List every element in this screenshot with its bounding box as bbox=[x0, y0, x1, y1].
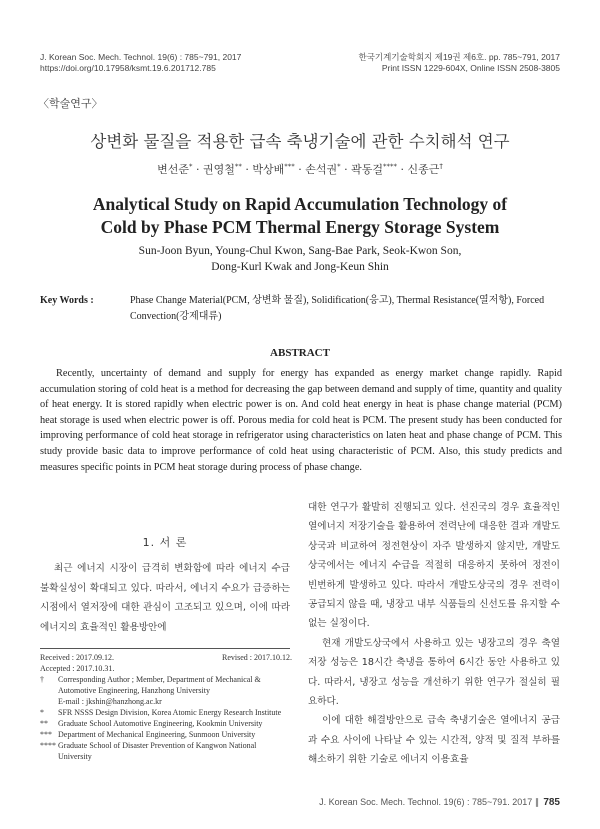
footnote-item bbox=[40, 674, 292, 696]
footer-citation: J. Korean Soc. Mech. Technol. 19(6) : 785~791. 2017 ∥ bbox=[319, 797, 540, 807]
author-separator: · bbox=[241, 163, 253, 176]
author-affiliation-mark: † bbox=[439, 162, 443, 171]
right-column bbox=[308, 498, 560, 770]
author-affiliation-mark: ** bbox=[234, 162, 242, 171]
footnote-dates bbox=[40, 652, 292, 663]
footnotes bbox=[40, 652, 292, 762]
body-paragraph: 이에 대한 해결방안으로 급속 축냉기술은 열에너지 공급과 수요 사이에 나타날 수 있는 시간적, 양적 및 질적 부하를 해소하기 위한 기술로 에너지 이용효율 bbox=[308, 715, 560, 766]
revised-date: Revised : 2017.10.12. bbox=[222, 653, 292, 662]
footnote-divider bbox=[40, 648, 290, 649]
accepted-date: Accepted : 2017.10.31. bbox=[40, 664, 115, 673]
korean-author-name: 곽동걸 bbox=[351, 163, 384, 176]
header-left bbox=[40, 52, 241, 74]
footnote-item bbox=[40, 718, 292, 729]
footnote-list bbox=[40, 674, 292, 762]
korean-author-name: 손석권 bbox=[305, 163, 338, 176]
korean-author-name: 박상배 bbox=[252, 163, 285, 176]
english-title bbox=[40, 193, 560, 239]
author-affiliation-mark: **** bbox=[383, 162, 398, 171]
english-title-line-1: Analytical Study on Rapid Accumulation Technology of bbox=[92, 194, 508, 214]
author-affiliation-mark: * bbox=[337, 162, 341, 171]
english-authors-line-1: Sun-Joon Byun, Young-Chul Kwon, Sang-Bae Park, Seok-Kwon Son, bbox=[138, 245, 462, 257]
abstract-heading: ABSTRACT bbox=[270, 347, 330, 359]
english-title-line-2: Cold by Phase PCM Thermal Energy Storage System bbox=[100, 217, 500, 237]
left-column bbox=[40, 533, 290, 637]
korean-author-name: 변선준 bbox=[157, 163, 189, 176]
abstract-body: Recently, uncertainty of demand and supply for energy has expanded as energy market change rapidly. Rapid accumulation storing of cold heat is a method for decreasing the gap between demand and supply of time, quantity and quality of heat energy. It is stored rapidly when electric power is on. And cold heat energy in heat is phase change material (PCM) heat storage is used when electric power is off. Porous media for cold heat is PCM. The present study has been conducted for improving performance of cold heat storage in refrigerator using characteristics on laten heat and phase change of PCM. This study provide basic data to improve performance of cold heat using characteristic of PCM. Also, this study predicts and measures specific points in PCM heat storage during process of phase change. bbox=[40, 368, 562, 473]
body-paragraph: 대한 연구가 활발히 진행되고 있다. 선진국의 경우 효율적인 열에너지 저장기술을 활용하여 전력난에 대응한 결과 개발도상국과 비교하여 정전현상이 자주 발생하지 않지만, 개발도상국에서는 에너지 수급을 적절히 대응하지 못하여 정전이 빈번하게 발생하고 있다. 따라서 개발도상국의 경우 전력이 공급되지 않을 때, 냉장고 내부 식품들의 신선도를 유지할 수 없는 실정이다. bbox=[308, 502, 560, 630]
footnote-mark: † bbox=[40, 675, 44, 684]
author-separator: · bbox=[397, 163, 408, 176]
page-number: 785 bbox=[543, 797, 560, 808]
korean-author-name: 신종근 bbox=[407, 163, 440, 176]
footnote-mark: *** bbox=[40, 730, 52, 739]
keywords bbox=[40, 293, 560, 325]
author-affiliation-mark: *** bbox=[284, 162, 295, 171]
footnote-text: Corresponding Author ; Member, Department of Mechanical & Automotive Engineering, Hanzhong University bbox=[58, 675, 261, 695]
author-affiliation-mark: * bbox=[188, 162, 193, 171]
author-separator: · bbox=[192, 163, 203, 176]
korean-authors bbox=[0, 161, 600, 177]
footnote-item bbox=[40, 707, 292, 718]
footnote-mark bbox=[40, 696, 58, 707]
article-category: 〈학술연구〉 bbox=[38, 97, 103, 110]
author-separator: · bbox=[340, 163, 352, 176]
keywords-label: Key Words : bbox=[40, 295, 94, 306]
page-footer bbox=[319, 797, 560, 808]
header-right bbox=[358, 52, 560, 74]
footnote-mark: * bbox=[40, 708, 44, 717]
body-paragraph: 최근 에너지 시장이 급격히 변화함에 따라 에너지 수급 불확실성이 확대되고 있다. 따라서, 에너지 수요가 급증하는 시점에서 열저장에 대한 관심이 고조되고 있으며, 이에 따라 에너지의 효율적인 활용방안에 bbox=[40, 563, 290, 633]
footnote-text: Graduate School of Disaster Prevention of Kangwon National University bbox=[58, 741, 257, 761]
english-authors-line-2: Dong-Kurl Kwak and Jong-Keun Shin bbox=[211, 261, 389, 273]
english-authors bbox=[40, 243, 560, 275]
journal-citation-korean: 한국기계기술학회지 제19권 제6호. pp. 785~791, 2017 bbox=[358, 52, 560, 62]
section-heading: 1. 서 론 bbox=[142, 536, 188, 549]
footnote-item bbox=[40, 696, 292, 707]
korean-title: 상변화 물질을 적용한 급속 축냉기술에 관한 수치해석 연구 bbox=[90, 132, 510, 151]
issn: Print ISSN 1229-604X, Online ISSN 2508-3805 bbox=[381, 63, 560, 73]
keywords-text: Phase Change Material(PCM, 상변화 물질), Solidification(응고), Thermal Resistance(열저항), Forced Convection(강제대류) bbox=[130, 295, 545, 322]
footnote-text: Department of Mechanical Engineering, Sunmoon University bbox=[58, 730, 256, 739]
footnote-mark: **** bbox=[40, 741, 56, 750]
received-date: Received : 2017.09.12. bbox=[40, 653, 114, 662]
doi-link[interactable]: https://doi.org/10.17958/ksmt.19.6.201712.785 bbox=[40, 63, 216, 73]
korean-author-name: 권영철 bbox=[202, 163, 235, 176]
footnote-item bbox=[40, 740, 292, 762]
footnote-text: E-mail : jkshin@hanzhong.ac.kr bbox=[58, 697, 162, 706]
body-paragraph: 현재 개발도상국에서 사용하고 있는 냉장고의 경우 축열 저장 성능은 18시간 축냉을 통하여 6시간 동안 사용하고 있다. 따라서, 냉장고 성능을 개선하기 위한 연구가 절실히 필요하다. bbox=[308, 637, 560, 708]
footnote-text: Graduate School Automotive Engineering, Kookmin University bbox=[58, 719, 263, 728]
footnote-mark: ** bbox=[40, 719, 48, 728]
footnote-text: SFR NSSS Design Division, Korea Atomic Energy Research Institute bbox=[58, 708, 282, 717]
author-separator: · bbox=[294, 163, 306, 176]
footnote-item bbox=[40, 729, 292, 740]
journal-citation: J. Korean Soc. Mech. Technol. 19(6) : 785~791, 2017 bbox=[40, 52, 242, 62]
